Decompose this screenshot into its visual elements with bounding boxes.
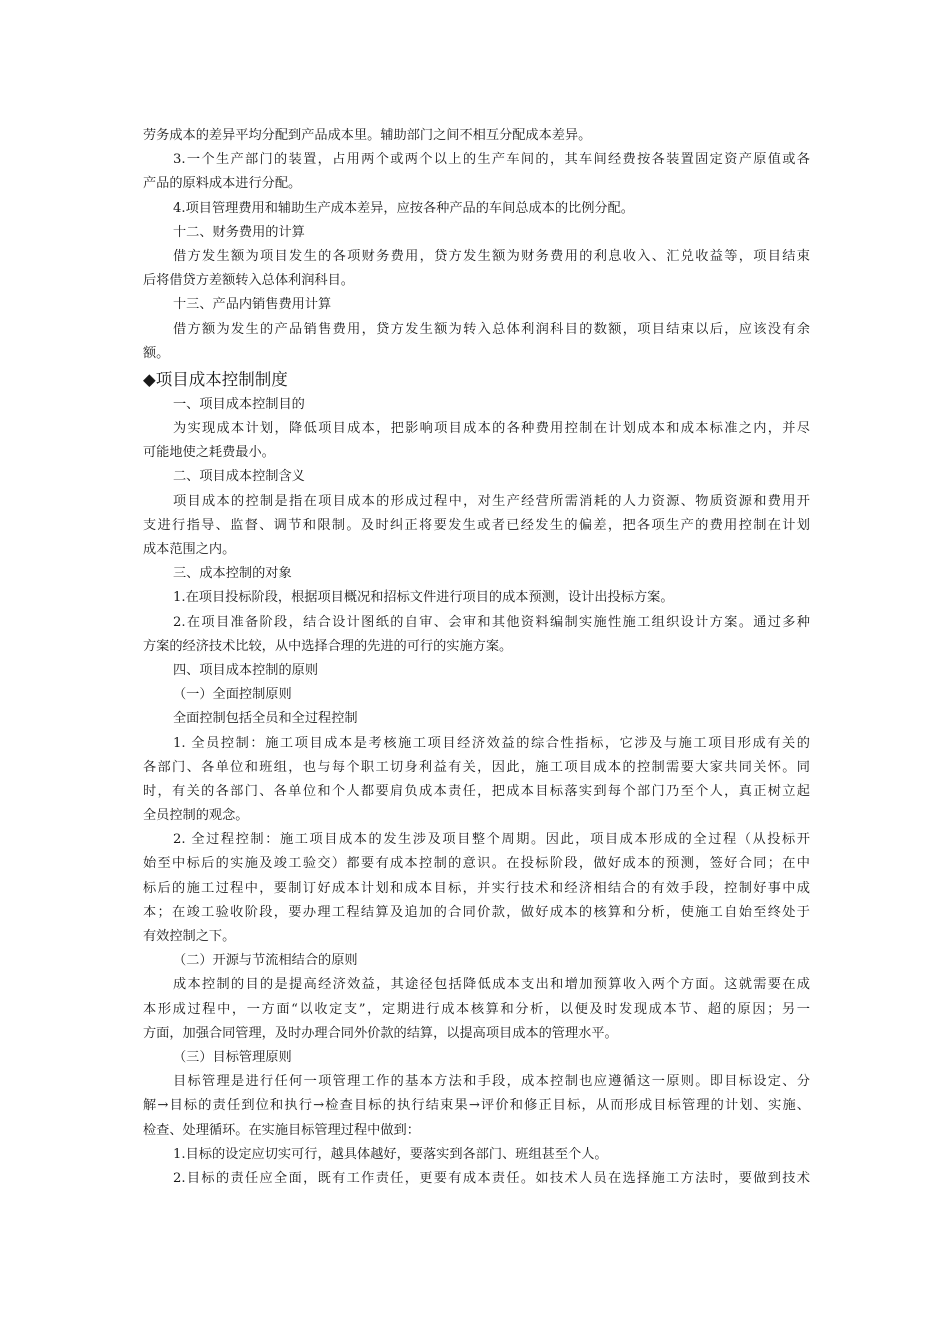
paragraph-line: 方面，加强合同管理，及时办理合同外价款的结算，以提高项目成本的管理水平。 xyxy=(143,1025,618,1041)
paragraph-line: 目标管理是进行任何一项管理工作的基本方法和手段，成本控制也应遵循这一原则。即目标设定、分 xyxy=(173,1074,810,1090)
paragraph-line: 1. 全员控制：施工项目成本是考核施工项目经济效益的综合性指标，它涉及与施工项目形成有关的 xyxy=(173,735,810,751)
paragraph-line: 本；在竣工验收阶段，要办理工程结算及追加的合同价款，做好成本的核算和分析，使施工自始至终处于 xyxy=(143,904,810,920)
paragraph-line: 1.在项目投标阶段，根据项目概况和招标文件进行项目的成本预测，设计出投标方案。 xyxy=(173,590,674,606)
section-heading: ◆项目成本控制制度 xyxy=(143,369,288,389)
paragraph-line: 四、项目成本控制的原则 xyxy=(173,662,319,678)
paragraph-line: 一、项目成本控制目的 xyxy=(173,396,305,412)
paragraph-line: 成本范围之内。 xyxy=(143,542,236,557)
paragraph-line: 有效控制之下。 xyxy=(143,929,236,944)
paragraph-line: 支进行指导、监督、调节和限制。及时纠正将要发生或者已经发生的偏差，把各项生产的费用控制在计划 xyxy=(143,517,810,533)
paragraph-line: 二、项目成本控制含义 xyxy=(173,469,305,485)
paragraph-line: 方案的经济技术比较，从中选择合理的先进的可行的实施方案。 xyxy=(143,638,513,654)
paragraph-line: 始至中标后的实施及竣工验交）都要有成本控制的意识。在投标阶段，做好成本的预测，签好合同；在中 xyxy=(143,856,810,872)
paragraph-line: 3.一个生产部门的装置，占用两个或两个以上的生产车间的，其车间经费按各装置固定资产原值或各 xyxy=(173,152,810,168)
paragraph-line: 2. 全过程控制：施工项目成本的发生涉及项目整个周期。因此，项目成本形成的全过程（从投标开 xyxy=(173,832,810,848)
paragraph-line: 标后的施工过程中，要制订好成本计划和成本目标，并实行技术和经济相结合的有效手段，控制好事中成 xyxy=(143,880,810,896)
paragraph-line: 为实现成本计划，降低项目成本，把影响项目成本的各种费用控制在计划成本和成本标准之内，并尽 xyxy=(173,421,810,437)
paragraph-line: （三）目标管理原则 xyxy=(173,1049,292,1065)
paragraph-line: 额。 xyxy=(143,345,170,361)
paragraph-line: 十三、产品内销售费用计算 xyxy=(173,297,332,313)
paragraph-line: 2.目标的责任应全面，既有工作责任，更要有成本责任。如技术人员在选择施工方法时，要做到技术 xyxy=(173,1170,810,1186)
paragraph-line: 成本控制的目的是提高经济效益，其途径包括降低成本支出和增加预算收入两个方面。这就需要在成 xyxy=(173,977,810,993)
paragraph-line: 项目成本的控制是指在项目成本的形成过程中，对生产经营所需消耗的人力资源、物质资源和费用开 xyxy=(173,493,810,509)
paragraph-line: 1.目标的设定应切实可行，越具体越好，要落实到各部门、班组甚至个人。 xyxy=(173,1146,608,1162)
paragraph-line: （一）全面控制原则 xyxy=(173,687,292,703)
paragraph-line: 解→目标的责任到位和执行→检查目标的执行结束果→评价和修正目标，从而形成目标管理的计划、实施、 xyxy=(143,1098,810,1114)
document-page xyxy=(143,124,810,1191)
paragraph-line: 全面控制包括全员和全过程控制 xyxy=(173,711,358,727)
paragraph-line: 时，有关的各部门、各单位和个人都要肩负成本责任，把成本目标落实到每个部门乃至个人，真正树立起 xyxy=(143,783,810,799)
paragraph-line: 劳务成本的差异平均分配到产品成本里。辅助部门之间不相互分配成本差异。 xyxy=(143,128,592,143)
paragraph-line: 2.在项目准备阶段，结合设计图纸的自审、会审和其他资料编制实施性施工组织设计方案。通过多种 xyxy=(173,614,810,630)
paragraph-line: 检查、处理循环。在实施目标管理过程中做到： xyxy=(143,1122,420,1138)
paragraph-line: 本形成过程中，一方面“以收定支”，定期进行成本核算和分析，以便及时发现成本节、超的原因；另一 xyxy=(143,1001,810,1017)
paragraph-line: 十二、财务费用的计算 xyxy=(173,224,305,240)
paragraph-line: 后将借贷方差额转入总体利润科目。 xyxy=(143,273,354,289)
paragraph-line: 全员控制的观念。 xyxy=(143,808,249,824)
paragraph-line: 4.项目管理费用和辅助生产成本差异，应按各种产品的车间总成本的比例分配。 xyxy=(173,200,634,216)
paragraph-line: 产品的原料成本进行分配。 xyxy=(143,176,302,192)
paragraph-line: 借方额为发生的产品销售费用，贷方发生额为转入总体利润科目的数额，项目结束以后，应该没有余 xyxy=(173,321,810,337)
paragraph-line: 借方发生额为项目发生的各项财务费用，贷方发生额为财务费用的利息收入、汇兑收益等，项目结束 xyxy=(173,248,810,264)
paragraph-line: （二）开源与节流相结合的原则 xyxy=(173,953,358,969)
paragraph-line: 可能地使之耗费最小。 xyxy=(143,445,275,461)
paragraph-line: 各部门、各单位和班组，也与每个职工切身利益有关，因此，施工项目成本的控制需要大家共同关怀。同 xyxy=(143,759,810,775)
paragraph-line: 三、成本控制的对象 xyxy=(173,566,292,582)
